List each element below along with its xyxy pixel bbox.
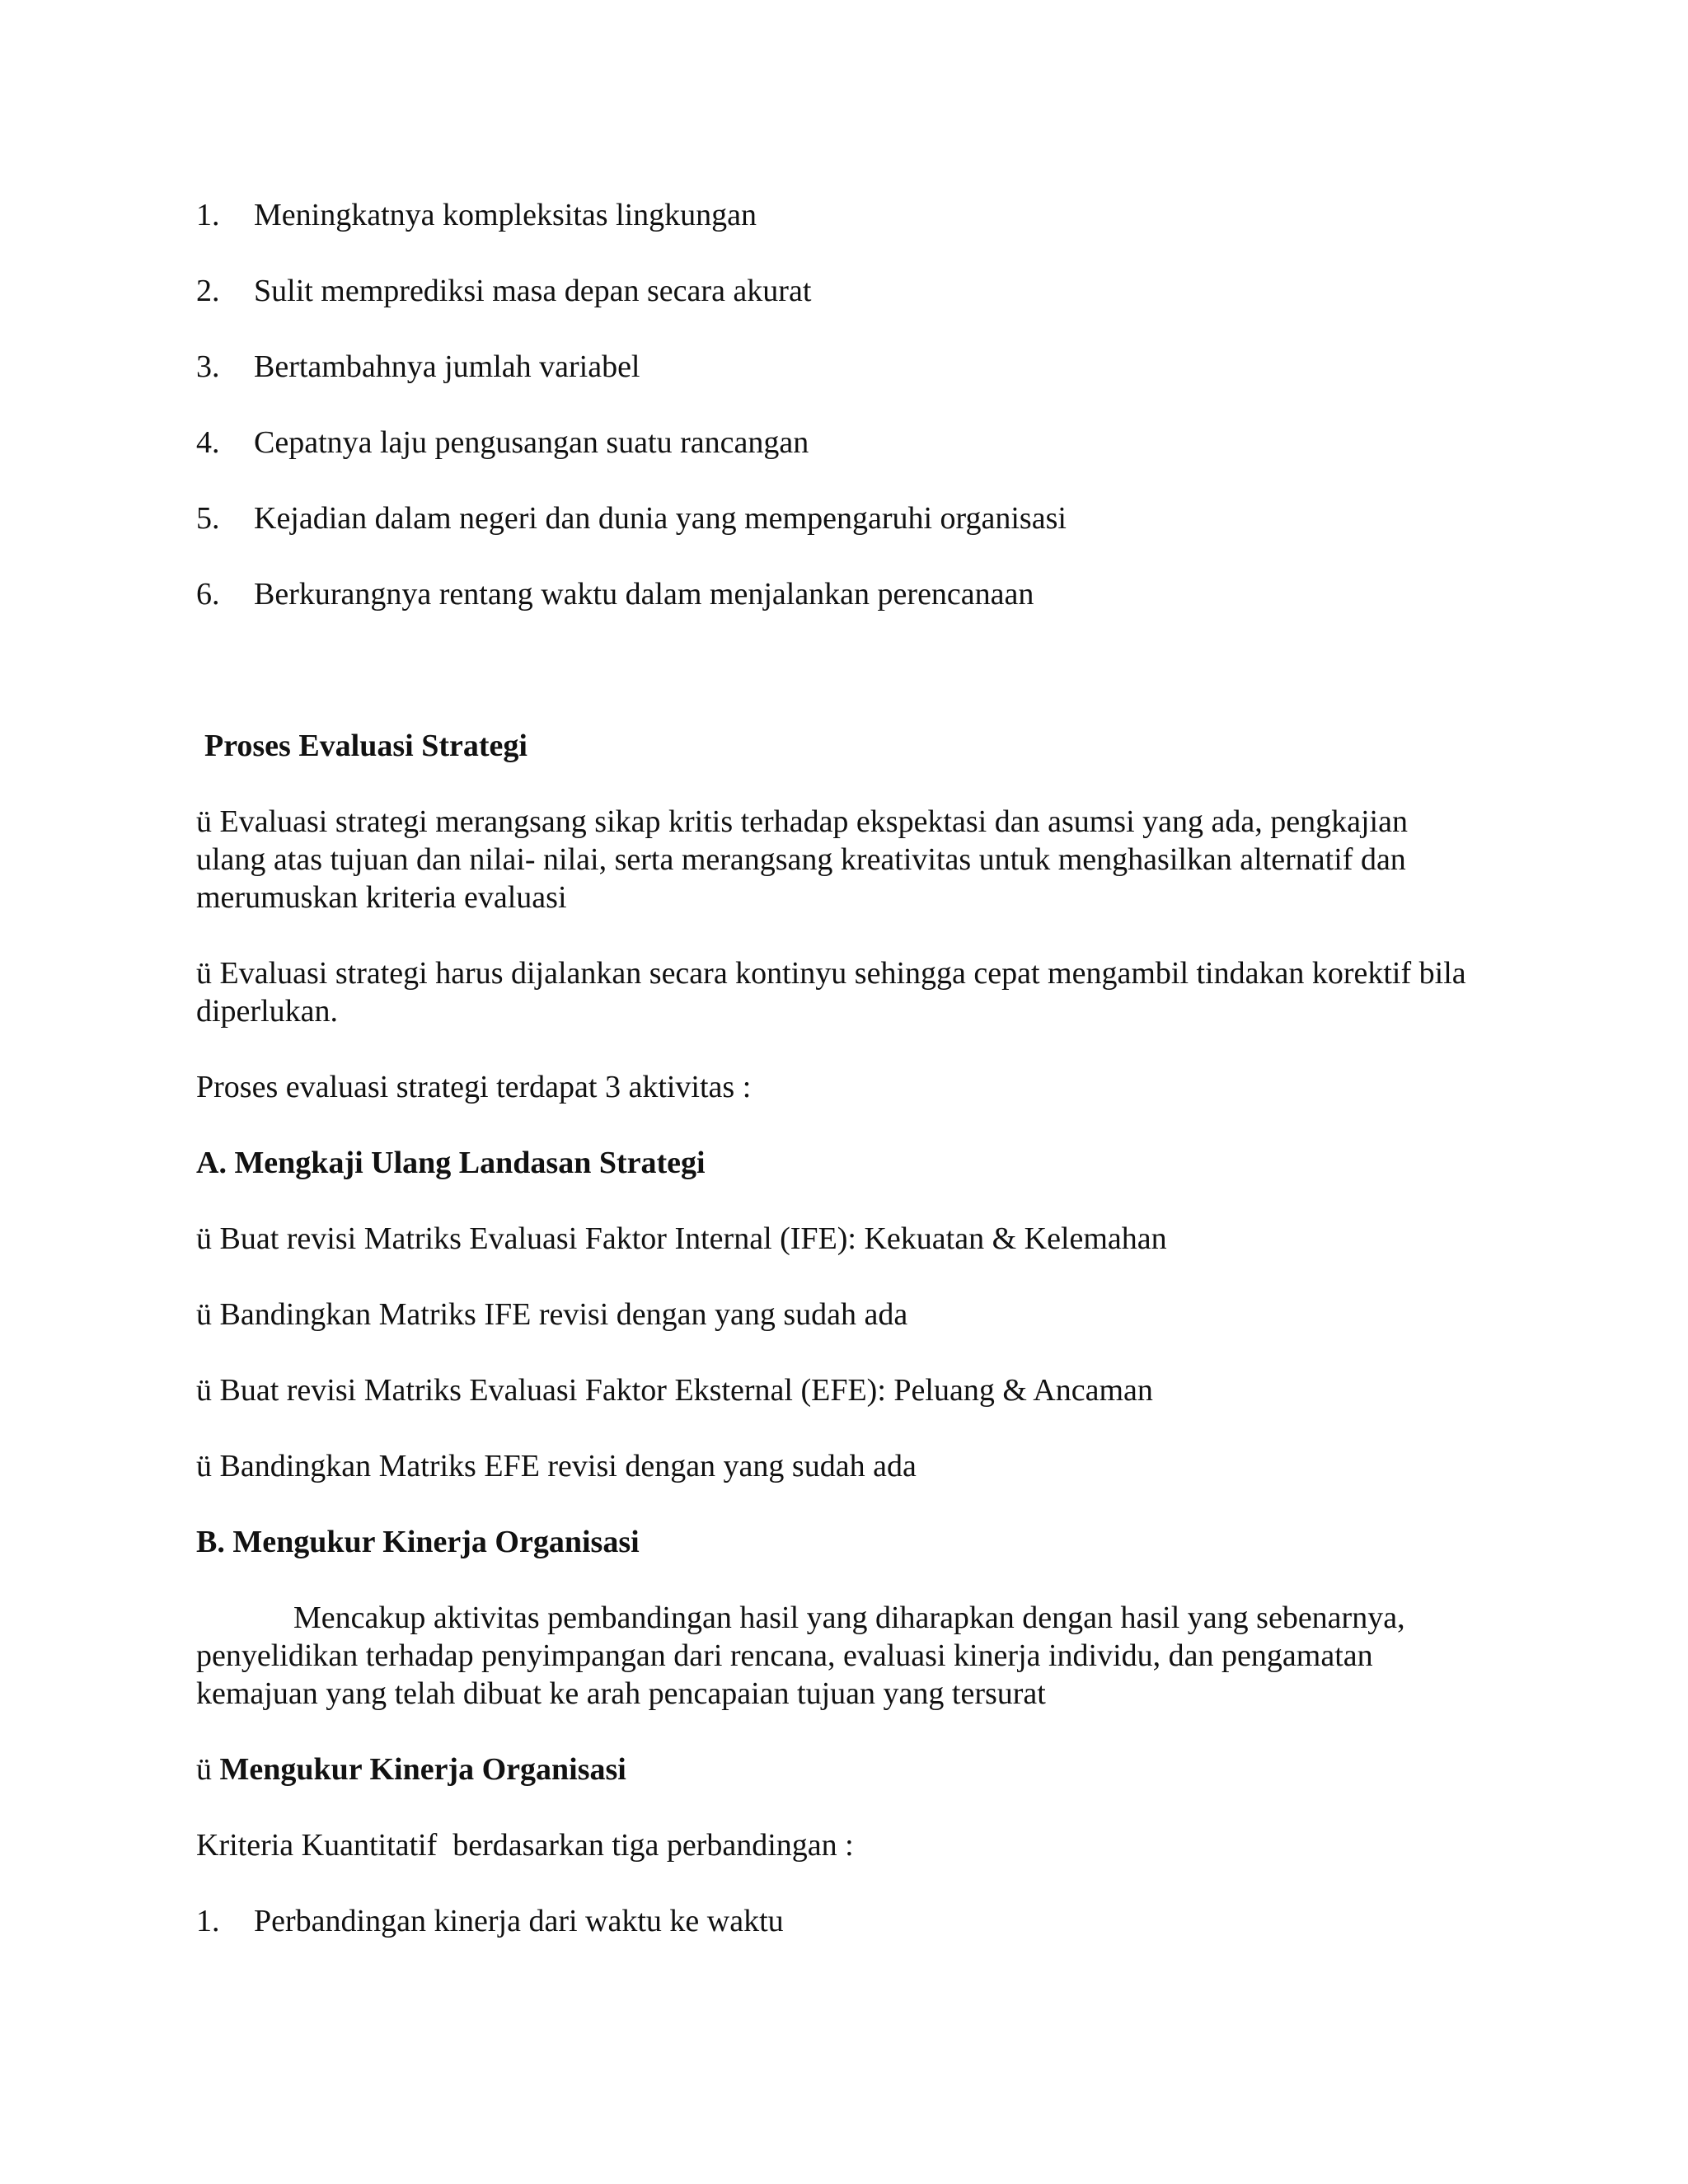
list-number: 6. (196, 577, 220, 612)
list-text: Bertambahnya jumlah variabel (254, 349, 640, 384)
list-number: 3. (196, 349, 220, 384)
list-text: Sulit memprediksi masa depan secara akurat (254, 274, 812, 308)
list-text: Berkurangnya rentang waktu dalam menjalankan perencanaan (254, 577, 1034, 612)
criteria-text: Kriteria Kuantitatif berdasarkan tiga perbandingan : (196, 1828, 854, 1863)
list-number: 4. (196, 425, 220, 460)
section-title: Proses Evaluasi Strategi (204, 729, 528, 763)
list-number: 1. (196, 198, 220, 232)
heading-a: A. Mengkaji Ulang Landasan Strategi (196, 1146, 706, 1180)
list-text: Kejadian dalam negeri dan dunia yang mempengaruhi organisasi (254, 501, 1067, 536)
list-text: Perbandingan kinerja dari waktu ke waktu (254, 1904, 784, 1938)
list-number: 5. (196, 501, 220, 536)
bullet-heading (196, 1750, 626, 1788)
bullet-mark: ü (196, 1752, 220, 1787)
heading-b: B. Mengukur Kinerja Organisasi (196, 1525, 640, 1559)
paragraph: Mencakup aktivitas pembandingan hasil yang diharapkan dengan hasil yang sebenarnya, penyelidikan terhadap penyimpangan dari rencana, evaluasi kinerja individu, dan pengamatan kemajuan yang telah dibuat ke arah pencapaian tujuan yang tersurat (196, 1601, 1405, 1711)
list-text: Meningkatnya kompleksitas lingkungan (254, 198, 757, 232)
bullet-item: ü Bandingkan Matriks IFE revisi dengan yang sudah ada (196, 1297, 908, 1332)
list-number: 2. (196, 274, 220, 308)
list-number: 1. (196, 1904, 220, 1938)
list-text: Cepatnya laju pengusangan suatu rancangan (254, 425, 809, 460)
bullet-heading-text: Mengukur Kinerja Organisasi (219, 1752, 626, 1787)
paragraph: ü Evaluasi strategi harus dijalankan secara kontinyu sehingga cepat mengambil tindakan korektif bila diperlukan. (196, 956, 1466, 1029)
bullet-item: ü Buat revisi Matriks Evaluasi Faktor Internal (IFE): Kekuatan & Kelemahan (196, 1221, 1167, 1256)
bullet-item: ü Bandingkan Matriks EFE revisi dengan yang sudah ada (196, 1449, 917, 1483)
bullet-item: ü Buat revisi Matriks Evaluasi Faktor Eksternal (EFE): Peluang & Ancaman (196, 1373, 1153, 1408)
intro-text: Proses evaluasi strategi terdapat 3 aktivitas : (196, 1070, 752, 1104)
paragraph: ü Evaluasi strategi merangsang sikap kritis terhadap ekspektasi dan asumsi yang ada, pengkajian ulang atas tujuan dan nilai- nilai, serta merangsang kreativitas untuk menghasilkan alternatif dan merumuskan kriteria evaluasi (196, 804, 1408, 915)
